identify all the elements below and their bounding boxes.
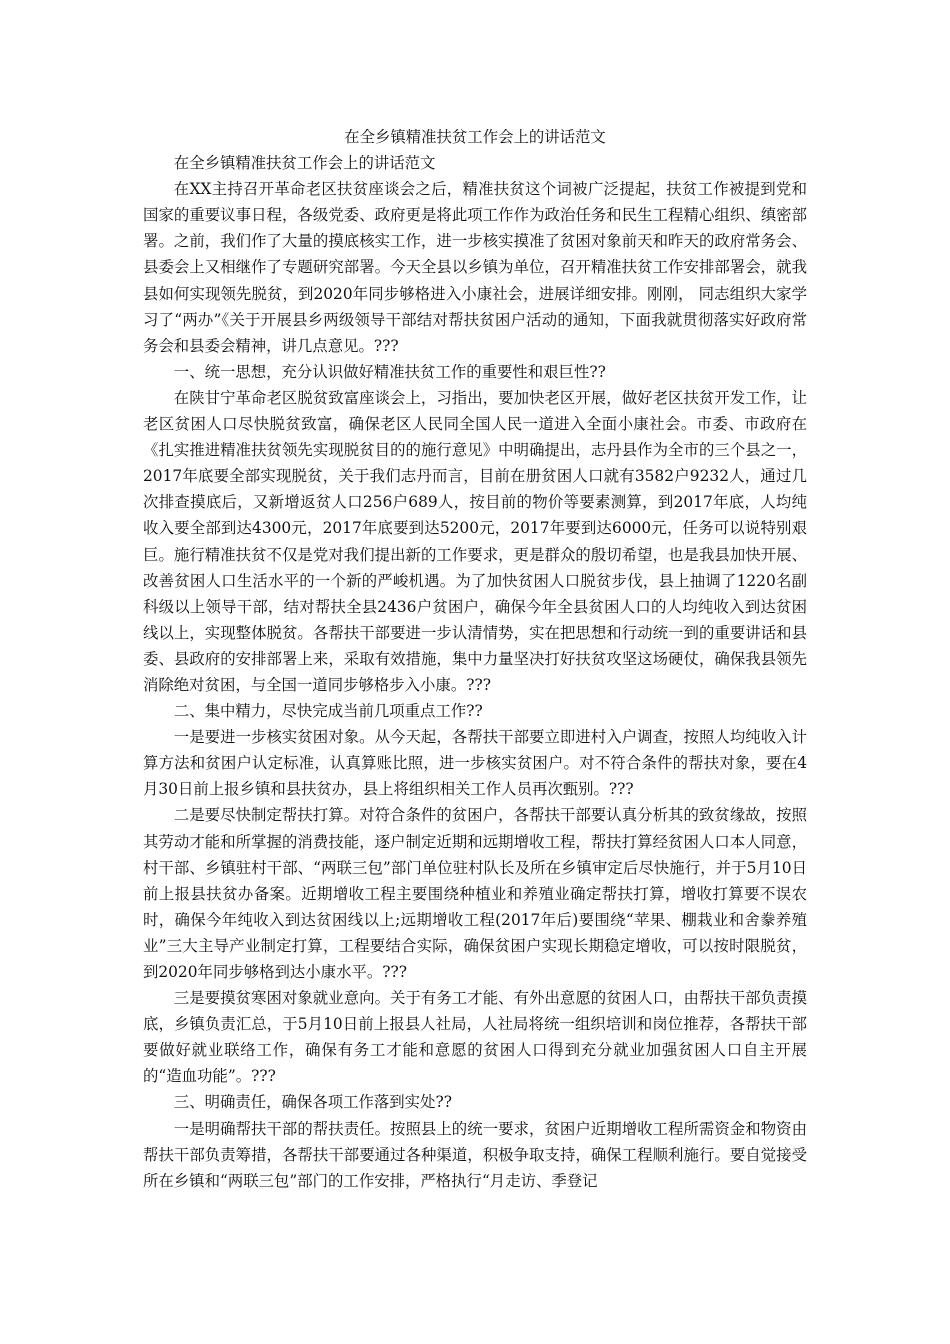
document-title: 在全乡镇精准扶贫工作会上的讲话范文 xyxy=(344,128,606,146)
paragraph-intro: 在XX主持召开革命老区扶贫座谈会之后，精准扶贫这个词被广泛提起，扶贫工作被提到党和国家的重要议事日程，各级党委、政府更是将此项工作作为政治任务和民生工程精心组织、缜密部署。之前，我们作了大量的摸底核实工作，进一步核实摸准了贫困对象前天和昨天的政府常务会、县委会上又相继作了专题研究部署。今天全县以乡镇为单位，召开精准扶贫工作安排部署会，就我县如何实现领先脱贫，到2020年同步够格进入小康社会，进展详细安排。刚刚， 同志组织大家学习了“两办”《关于开展县乡两级领导干部结对帮扶贫困户活动的通知，下面我就贯彻落实好政府常务会和县委会精神，讲几点意见。??? xyxy=(143,180,807,355)
paragraph-section-2-item-3: 三是要摸贫寒困对象就业意向。关于有务工才能、有外出意愿的贫困人口，由帮扶干部负责摸底，乡镇负责汇总，于5月10日前上报县人社局，人社局将统一组织培训和岗位推荐，各帮扶干部要做好就业联络工作，确保有务工才能和意愿的贫困人口得到充分就业加强贫困人口自主开展的“造血功能”。??? xyxy=(143,989,807,1086)
paragraph-section-2-item-2: 二是要尽快制定帮扶打算。对符合条件的贫困户，各帮扶干部要认真分析其的致贫缘故，按照其劳动才能和所掌握的消费技能，逐户制定近期和远期增收工程，帮扶打算经贫困人口本人同意，村干部、乡镇驻村干部、“两联三包”部门单位驻村队长及所在乡镇审定后尽快施行，并于5月10日前上报县扶贫办备案。近期增收工程主要围绕种植业和养殖业确定帮扶打算，增收打算要不误农时，确保今年纯收入到达贫困线以上;远期增收工程(2017年后)要围绕“苹果、棚栽业和舍豢养殖业”三大主导产业制定打算，工程要结合实际，确保贫困户实现长期稳定增收，可以按时限脱贫，到2020年同步够格到达小康水平。??? xyxy=(143,806,807,981)
document-body xyxy=(143,124,807,1194)
paragraph-section-3-item-1: 一是明确帮扶干部的帮扶责任。按照县上的统一要求，贫困户近期增收工程所需资金和物资由帮扶干部负责筹措，各帮扶干部要通过各种渠道，积极争取支持，确保工程顺利施行。要自觉接受所在乡镇和“两联三包”部门的工作安排，严格执行“月走访、季登记 xyxy=(143,1119,807,1190)
paragraph-section-2-item-1: 一是要进一步核实贫困对象。从今天起，各帮扶干部要立即进村入户调查，按照人均纯收入计算方法和贫困户认定标准，认真算账比照，进一步核实贫困户。对不符合条件的帮扶对象，要在4月30日前上报乡镇和县扶贫办，县上将组织相关工作人员再次甄别。??? xyxy=(143,728,807,799)
section-heading-2: 二、集中精力，尽快完成当前几项重点工作?? xyxy=(173,702,483,721)
section-heading-3: 三、明确责任，确保各项工作落到实处?? xyxy=(173,1093,452,1112)
section-heading-1: 一、统一思想，充分认识做好精准扶贫工作的重要性和艰巨性?? xyxy=(173,362,606,381)
paragraph-section-1: 在陕甘宁革命老区脱贫致富座谈会上，习指出，要加快老区开展，做好老区扶贫开发工作，让老区贫困人口尽快脱贫致富，确保老区人民同全国人民一道进入全面小康社会。市委、市政府在《扎实推进精准扶贫领先实现脱贫目的的施行意见》中明确提出，志丹县作为全市的三个县之一， 2017年底要全部实现脱贫，关于我们志丹而言，目前在册贫困人口就有3582户9232人，通过几次排查摸底后，又新增返贫人口256户689人，按目前的物价等要素测算，到2017年底，人均纯收入要全部到达4300元，2017年底要到达5200元，2017年要到达6000元，任务可以说特别艰巨。施行精准扶贫不仅是党对我们提出新的工作要求，更是群众的殷切希望，也是我县加快开展、改善贫困人口生活水平的一个新的严峻机遇。为了加快贫困人口脱贫步伐，县上抽调了1220名副科级以上领导干部，结对帮扶全县2436户贫困户，确保今年全县贫困人口的人均纯收入到达贫困线以上，实现整体脱贫。各帮扶干部要进一步认清情势，实在把思想和行动统一到的重要讲话和县委、县政府的安排部署上来，采取有效措施，集中力量坚决打好扶贫攻坚这场硬仗，确保我县领先消除绝对贫困，与全国一道同步够格步入小康。??? xyxy=(143,388,807,694)
paragraph-subtitle: 在全乡镇精准扶贫工作会上的讲话范文 xyxy=(173,154,436,173)
